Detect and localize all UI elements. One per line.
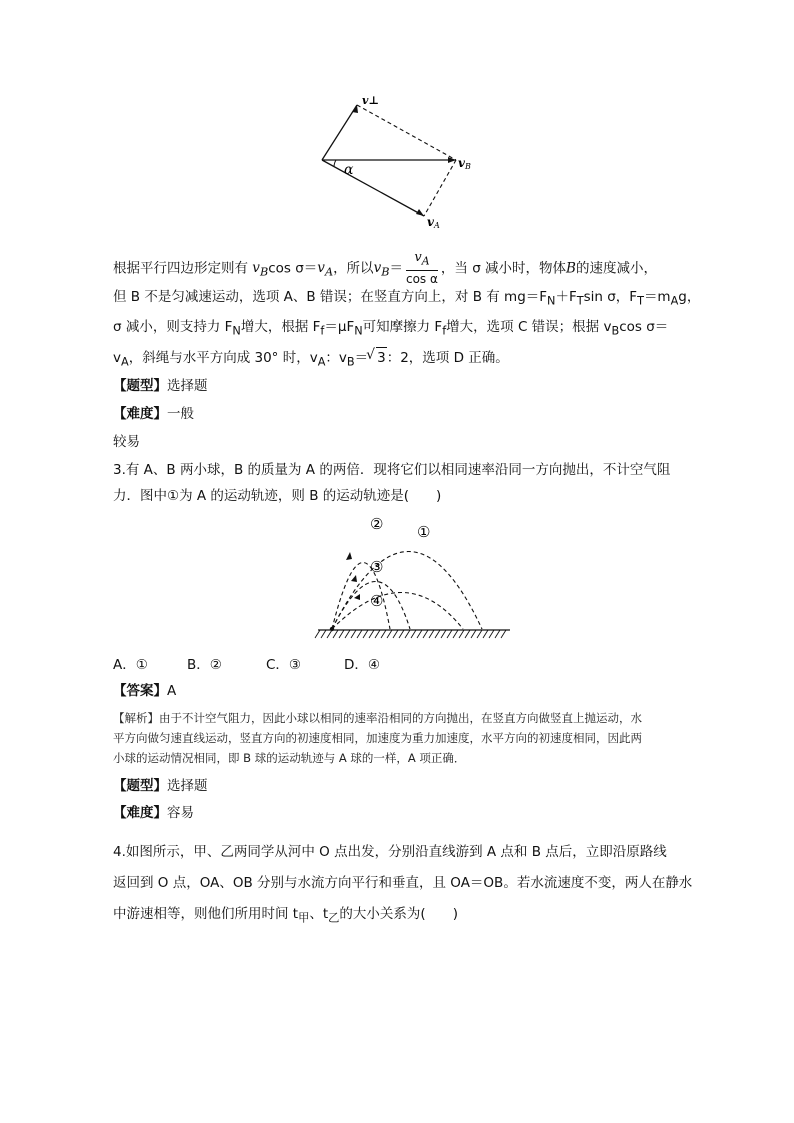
q3-line1: 3.有 A、B 两小球，B 的质量为 A 的两倍．现将它们以相同速率沿同一方向抛出，不计空气阻 [113, 462, 671, 478]
sqrt-3: √ 3 [376, 347, 387, 368]
alpha-label: α [344, 162, 354, 178]
trajectory-diagram [310, 512, 520, 640]
trajectory-1 [332, 552, 482, 630]
difficulty-1: 【难度】一般 [113, 406, 194, 422]
para1-line1: 根据平行四边形定则有 $v_B\cos$ $\sigma=v_A$，所以$v_B=$ $\frac{v_A}{\text{cos α}}$ ，当 σ 减小时，物体B的速度减小， [113, 250, 657, 286]
velocity-parallelogram-diagram [300, 88, 500, 238]
section-label: 较易 [113, 434, 140, 450]
q3-option-d: D．④ [344, 657, 380, 673]
difficulty-2: 【难度】容易 [113, 805, 194, 821]
q3-answer: 【答案】A [113, 683, 177, 699]
trajectory-label-3: ③ [370, 558, 384, 576]
trajectory-label-2: ② [370, 515, 384, 533]
trajectory-label-1: ① [417, 523, 431, 541]
fraction-va-over-cos: $\frac{v_A}{\text{cos α}}$ [405, 250, 438, 286]
para1-line4: $v_A$，斜绳与水平方向成 30° 时，$v_A$：$v_B=√$ 3：2，选项 D 正确。 [113, 347, 509, 373]
v-perp-label: v⊥ [362, 94, 379, 107]
q3-explain-line2: 平方向做匀速直线运动，竖直方向的初速度相同，加速度为重力加速度，水平方向的初速度相同，因此两 [113, 731, 642, 745]
q3-option-b: B．② [187, 657, 222, 673]
para1-line2: 但 B 不是匀减速运动，选项 A、B 错误；在竖直方向上，对 B 有 $mg=F_N+F_T\sin$ σ，$F_T=m_Ag$， [113, 289, 701, 308]
question-type-1: 【题型】选择题 [113, 378, 208, 394]
trajectory-label-4: ④ [370, 592, 384, 610]
question-type-2: 【题型】选择题 [113, 778, 208, 794]
q3-option-c: C．③ [266, 657, 302, 673]
q3-line2: 力．图中①为 A 的运动轨迹，则 B 的运动轨迹是( ) [113, 488, 442, 504]
vb-label: vB [458, 156, 471, 171]
q3-explain-line1: 【解析】由于不计空气阻力，因此小球以相同的速率沿相同的方向抛出，在竖直方向做竖直上抛运动，水 [113, 711, 642, 725]
q4-line2: 返回到 O 点，OA、OB 分别与水流方向平行和垂直，且 OA＝OB。若水流速度不变，两人在静水 [113, 875, 693, 891]
q3-explain-line3: 小球的运动情况相同，即 B 球的运动轨迹与 A 球的一样，A 项正确． [113, 751, 466, 765]
q4-line1: 4.如图所示，甲、乙两同学从河中 O 点出发，分别沿直线游到 A 点和 B 点后，立即沿原路线 [113, 844, 667, 860]
para1-line3: σ 减小，则支持力 $F_N$增大，根据 $F_f=\mu F_N$可知摩擦力 $F_f$增大，选项 C 错误；根据 $v_B\cos$ σ＝ [113, 319, 669, 338]
va-label: vA [427, 215, 440, 230]
q4-line3: 中游速相等，则他们所用时间 $t_甲$、$t_乙$的大小关系为( ) [113, 906, 458, 925]
q3-option-a: A．① [113, 657, 148, 673]
